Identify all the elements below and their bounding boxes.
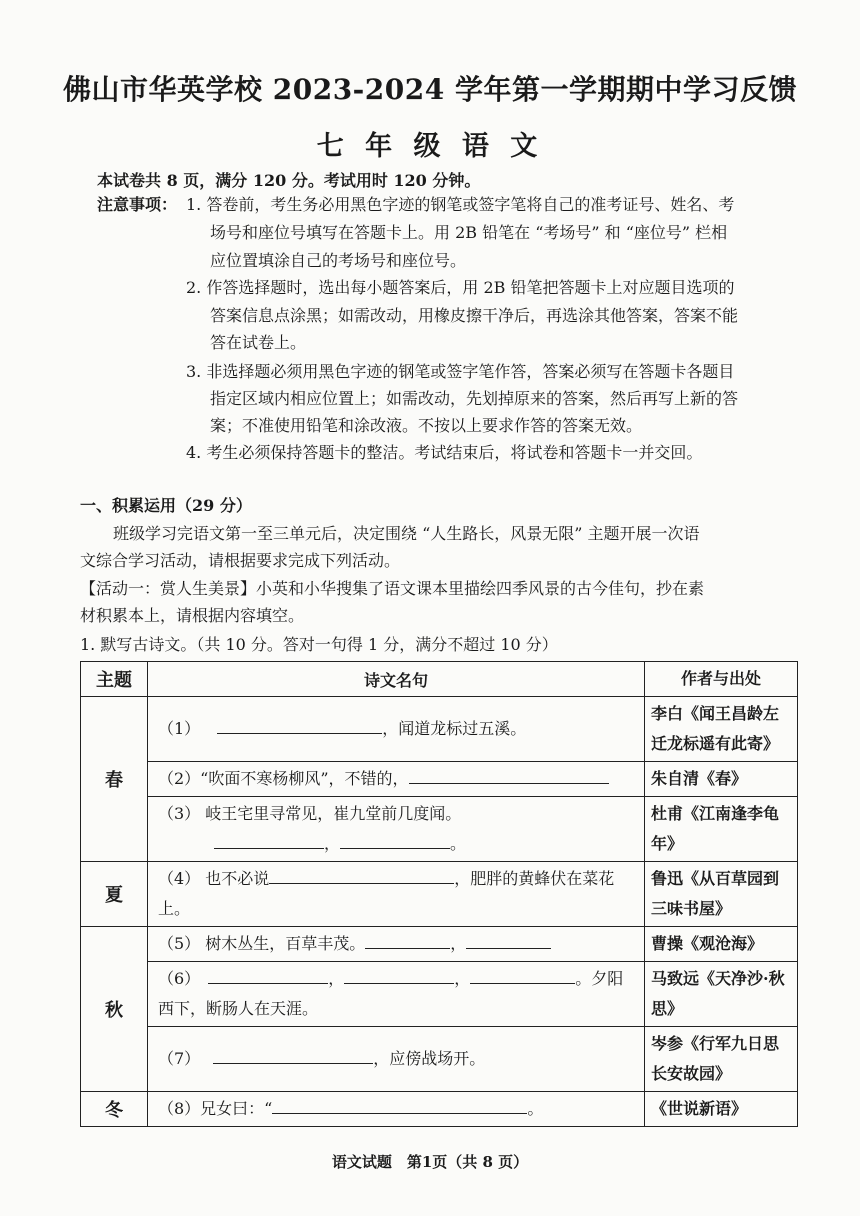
notice-line: 答案信息点涂黑；如需改动，用橡皮擦干净后，再选涂其他答案，答案不能 xyxy=(210,306,739,325)
table-row xyxy=(81,962,798,1027)
punctuation: 。 xyxy=(527,1099,544,1118)
table-row xyxy=(81,927,798,962)
question-text: （2）“吹面不寒杨柳风”，不错的， xyxy=(158,769,409,788)
source-cell xyxy=(645,862,798,927)
question-text: 上。 xyxy=(158,899,191,918)
source-text: 迁龙标遥有此寄》 xyxy=(651,734,780,753)
subject-title: 七 年 级 语 文 xyxy=(316,131,544,162)
punctuation: ， xyxy=(454,969,471,988)
source-text: 李白《闻王昌龄左 xyxy=(651,704,780,723)
header-source: 作者与出处 xyxy=(645,662,798,697)
question-cell xyxy=(148,862,645,927)
header-lines: 诗文名句 xyxy=(148,662,645,697)
question-cell xyxy=(148,927,645,962)
source-text: 思》 xyxy=(651,999,684,1018)
question-number: （1） xyxy=(158,719,201,738)
activity-line: 【活动一：赏人生美景】小英和小华搜集了语文课本里描绘四季风景的古今佳句，抄在素 xyxy=(80,579,705,598)
question-cell xyxy=(148,1092,645,1127)
source-text: 马致远《天净沙·秋 xyxy=(651,969,785,988)
season-winter: 冬 xyxy=(81,1092,148,1127)
section-intro-line: 文综合学习活动，请根据要求完成下列活动。 xyxy=(80,551,401,570)
season-summer: 夏 xyxy=(81,862,148,927)
source-text: 朱自清《春》 xyxy=(651,769,748,788)
notice-line: 案；不准使用铅笔和涂改液。不按以上要求作答的答案无效。 xyxy=(210,416,643,435)
notice-line: 4. 考生必须保持答题卡的整洁。考试结束后，将试卷和答题卡一并交回。 xyxy=(186,443,703,462)
table-row xyxy=(81,1092,798,1127)
answer-blank[interactable] xyxy=(340,832,450,849)
source-text: 曹操《观沧海》 xyxy=(651,934,764,953)
question-text: （5） 树木丛生，百草丰茂。 xyxy=(158,934,366,953)
source-text: 《世说新语》 xyxy=(651,1099,748,1118)
answer-blank[interactable] xyxy=(217,717,382,734)
answer-blank[interactable] xyxy=(269,867,454,884)
question-cell xyxy=(148,1027,645,1092)
table-row xyxy=(81,797,798,862)
source-text: 年》 xyxy=(651,834,684,853)
source-text: 长安故园》 xyxy=(651,1064,732,1083)
poem-table xyxy=(80,661,798,1127)
source-cell xyxy=(645,962,798,1027)
question-cell xyxy=(148,697,645,762)
page-footer: 语文试题 第1页（共 8 页） xyxy=(331,1153,529,1171)
table-row xyxy=(81,697,798,762)
section-intro-line: 班级学习完语文第一至三单元后，决定围绕 “人生路长，风景无限” 主题开展一次语 xyxy=(113,524,700,543)
season-autumn: 秋 xyxy=(81,927,148,1092)
notice-line: 应位置填涂自己的考场号和座位号。 xyxy=(210,251,467,270)
source-text: 杜甫《江南逢李龟 xyxy=(651,804,780,823)
source-text: 岑参《行军九日思 xyxy=(651,1034,780,1053)
answer-blank[interactable] xyxy=(466,932,551,949)
punctuation: ， xyxy=(328,969,345,988)
question-text: 西下，断肠人在天涯。 xyxy=(158,999,319,1018)
question-text: ，肥胖的黄蜂伏在菜花 xyxy=(454,869,615,888)
notice-line: 3. 非选择题必须用黑色字迹的钢笔或签字笔作答，答案必须写在答题卡各题目 xyxy=(186,362,735,381)
header-theme: 主题 xyxy=(81,662,148,697)
question-text: （3） 岐王宅里寻常见，崔九堂前几度闻。 xyxy=(158,804,462,823)
source-cell xyxy=(645,1092,798,1127)
notice-line: 指定区域内相应位置上；如需改动，先划掉原来的答案，然后再写上新的答 xyxy=(210,389,739,408)
question-text: （4） 也不必说 xyxy=(158,869,270,888)
source-cell xyxy=(645,762,798,797)
answer-blank[interactable] xyxy=(344,967,454,984)
answer-blank[interactable] xyxy=(214,832,324,849)
table-row xyxy=(81,762,798,797)
answer-blank[interactable] xyxy=(365,932,450,949)
question-number: （6） xyxy=(158,969,201,988)
season-spring: 春 xyxy=(81,697,148,862)
answer-blank[interactable] xyxy=(409,767,609,784)
question-cell xyxy=(148,797,645,862)
notice-line: 答在试卷上。 xyxy=(210,333,307,352)
source-cell xyxy=(645,1027,798,1092)
punctuation: 。 xyxy=(450,834,467,853)
answer-blank[interactable] xyxy=(470,967,575,984)
table-row xyxy=(81,862,798,927)
answer-blank[interactable] xyxy=(213,1047,373,1064)
question-1-prompt: 1. 默写古诗文。（共 10 分。答对一句得 1 分，满分不超过 10 分） xyxy=(80,635,558,654)
question-cell xyxy=(148,762,645,797)
punctuation: ， xyxy=(324,834,341,853)
activity-line: 材积累本上，请根据内容填空。 xyxy=(80,606,305,625)
source-text: 三味书屋》 xyxy=(651,899,732,918)
punctuation: ， xyxy=(450,934,467,953)
source-cell xyxy=(645,697,798,762)
exam-title: 佛山市华英学校 2023-2024 学年第一学期期中学习反馈 xyxy=(63,73,797,106)
source-cell xyxy=(645,927,798,962)
notice-label: 注意事项： xyxy=(97,195,178,214)
notice-line: 1. 答卷前，考生务必用黑色字迹的钢笔或签字笔将自己的准考证号、姓名、考 xyxy=(186,195,735,214)
question-text: ，闻道龙标过五溪。 xyxy=(382,719,527,738)
source-text: 鲁迅《从百草园到 xyxy=(651,869,780,888)
question-text: （8）兄女曰：“ xyxy=(158,1099,273,1118)
question-cell xyxy=(148,962,645,1027)
answer-blank[interactable] xyxy=(208,967,328,984)
notice-line: 2. 作答选择题时，选出每小题答案后，用 2B 铅笔把答题卡上对应题目选项的 xyxy=(186,278,735,297)
question-text: 。夕阳 xyxy=(575,969,624,988)
table-row xyxy=(81,1027,798,1092)
exam-intro: 本试卷共 8 页，满分 120 分。考试用时 120 分钟。 xyxy=(97,171,481,190)
question-number: （7） xyxy=(158,1049,201,1068)
notice-line: 场号和座位号填写在答题卡上。用 2B 铅笔在 “考场号” 和 “座位号” 栏相 xyxy=(210,223,728,242)
section-heading: 一、积累运用（29 分） xyxy=(80,496,252,515)
table-header-row xyxy=(81,662,798,697)
question-text: ，应傍战场开。 xyxy=(373,1049,486,1068)
answer-blank[interactable] xyxy=(272,1097,527,1114)
source-cell xyxy=(645,797,798,862)
